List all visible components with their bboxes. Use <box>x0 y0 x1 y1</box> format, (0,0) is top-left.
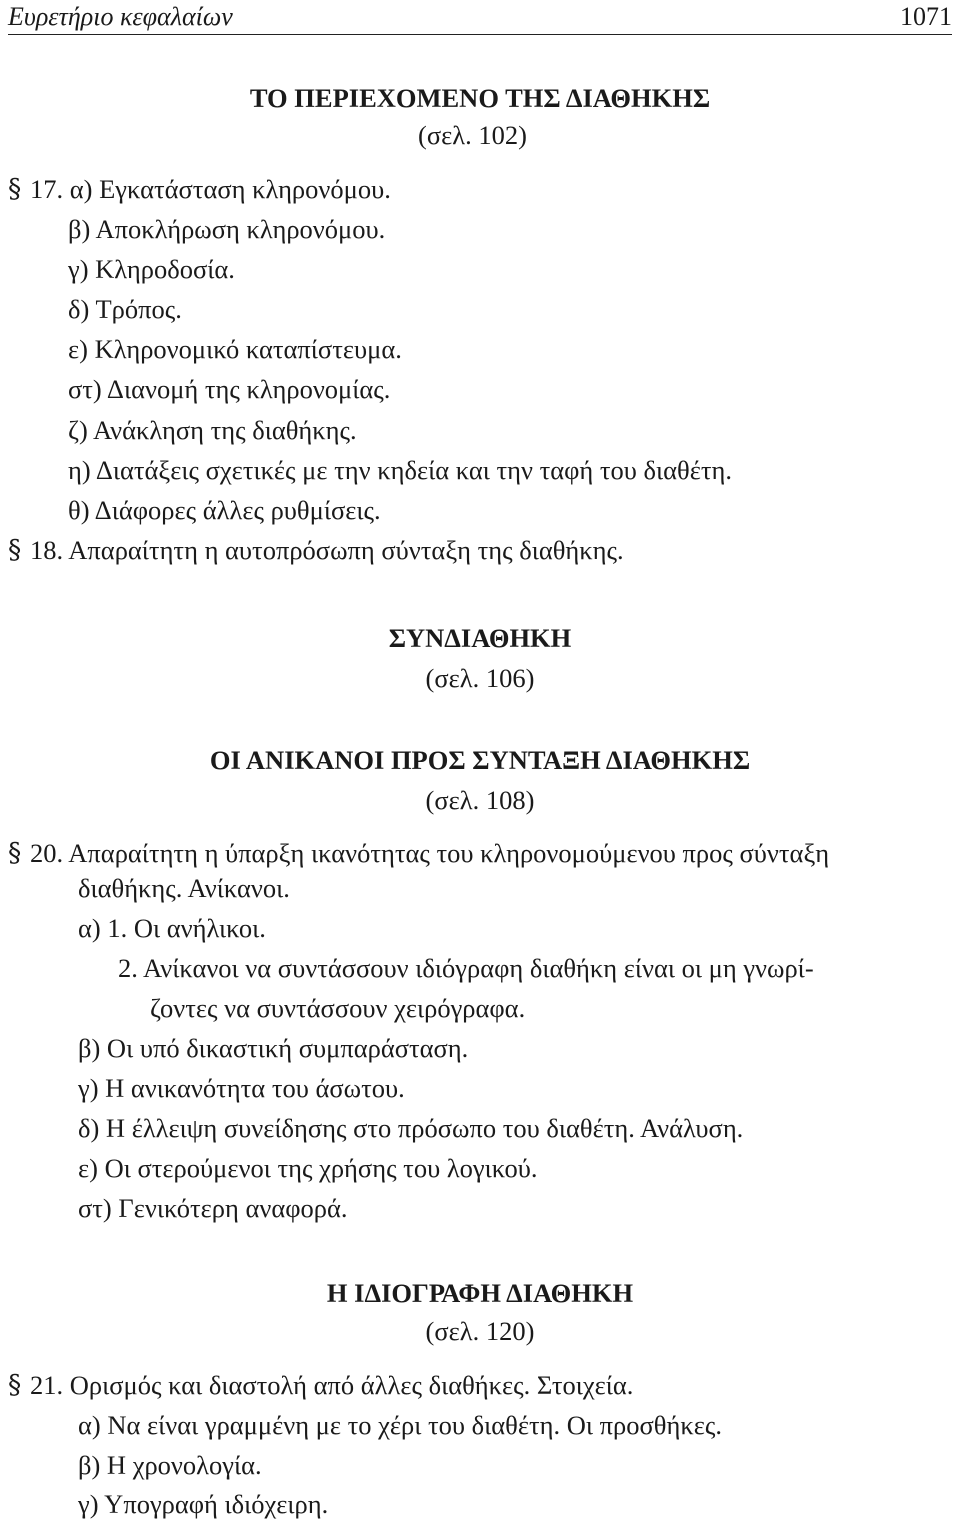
toc-entry: 18. Απαραίτητη η αυτοπρόσωπη σύνταξη της διαθήκης. <box>30 535 624 565</box>
toc-entry: 20. Απαραίτητη η ύπαρξη ικανότητας του κληρονομούμενου προς σύνταξη <box>30 838 830 868</box>
toc-entry: β) Αποκλήρωση κληρονόμου. <box>68 214 386 244</box>
section-sign: § <box>8 837 22 868</box>
toc-entry: γ) Η ανικανότητα του άσωτου. <box>78 1073 405 1103</box>
toc-entry: δ) Τρόπος. <box>68 294 182 324</box>
section-sign: § <box>8 534 22 565</box>
toc-entry: α) Να είναι γραμμένη με το χέρι του διαθέτη. Οι προσθήκες. <box>78 1410 722 1440</box>
toc-entry: ζοντες να συντάσσουν χειρόγραφα. <box>150 993 526 1023</box>
section-sign: § <box>8 173 22 204</box>
section-heading: ΟΙ ΑΝΙΚΑΝΟΙ ΠΡΟΣ ΣΥΝΤΑΞΗ ΔΙΑΘΗΚΗΣ <box>209 745 751 775</box>
toc-entry: διαθήκης. Ανίκανοι. <box>78 873 290 903</box>
page-number: 1071 <box>900 2 952 31</box>
section-page-ref: (σελ. 120) <box>425 1316 535 1346</box>
section-page-ref: (σελ. 102) <box>418 120 527 150</box>
toc-entry: στ) Διανομή της κληρονομίας. <box>68 374 391 404</box>
section-page-ref: (σελ. 106) <box>425 663 535 693</box>
section-sign: § <box>8 1369 22 1400</box>
header-rule <box>8 34 952 35</box>
running-head <box>8 2 952 32</box>
toc-entry: 2. Ανίκανοι να συντάσσουν ιδιόγραφη διαθήκη είναι οι μη γνωρί- <box>118 953 814 983</box>
toc-entry: ε) Κληρονομικό καταπίστευμα. <box>68 334 402 364</box>
toc-entry: 21. Ορισμός και διαστολή από άλλες διαθήκες. Στοιχεία. <box>30 1370 634 1400</box>
toc-entry: α) 1. Οι ανήλικοι. <box>78 913 266 943</box>
toc-entry: θ) Διάφορες άλλες ρυθμίσεις. <box>68 495 381 525</box>
toc-entry: η) Διατάξεις σχετικές με την κηδεία και την ταφή του διαθέτη. <box>68 455 733 485</box>
toc-entry: γ) Υπογραφή ιδιόχειρη. <box>78 1489 329 1519</box>
section-page-ref: (σελ. 108) <box>425 785 535 815</box>
running-head-title: Ευρετήριο κεφαλαίων <box>8 2 233 31</box>
section-heading: Η ΙΔΙΟΓΡΑΦΗ ΔΙΑΘΗΚΗ <box>326 1278 634 1308</box>
toc-entry: ζ) Ανάκληση της διαθήκης. <box>68 415 357 445</box>
section-heading: ΣΥΝΔΙΑΘΗΚΗ <box>388 623 572 653</box>
toc-entry: στ) Γενικότερη αναφορά. <box>78 1193 348 1223</box>
toc-entry: 17. α) Εγκατάσταση κληρονόμου. <box>30 174 391 204</box>
toc-entry: δ) Η έλλειψη συνείδησης στο πρόσωπο του διαθέτη. Ανάλυση. <box>78 1113 744 1143</box>
toc-entry: β) Η χρονολογία. <box>78 1450 262 1480</box>
section-heading: ΤΟ ΠΕΡΙΕΧΟΜΕΝΟ ΤΗΣ ΔΙΑΘΗΚΗΣ <box>249 83 711 113</box>
toc-entry: ε) Οι στερούμενοι της χρήσης του λογικού. <box>78 1153 538 1183</box>
toc-entry: β) Οι υπό δικαστική συμπαράσταση. <box>78 1033 469 1063</box>
toc-entry: γ) Κληροδοσία. <box>68 254 235 284</box>
